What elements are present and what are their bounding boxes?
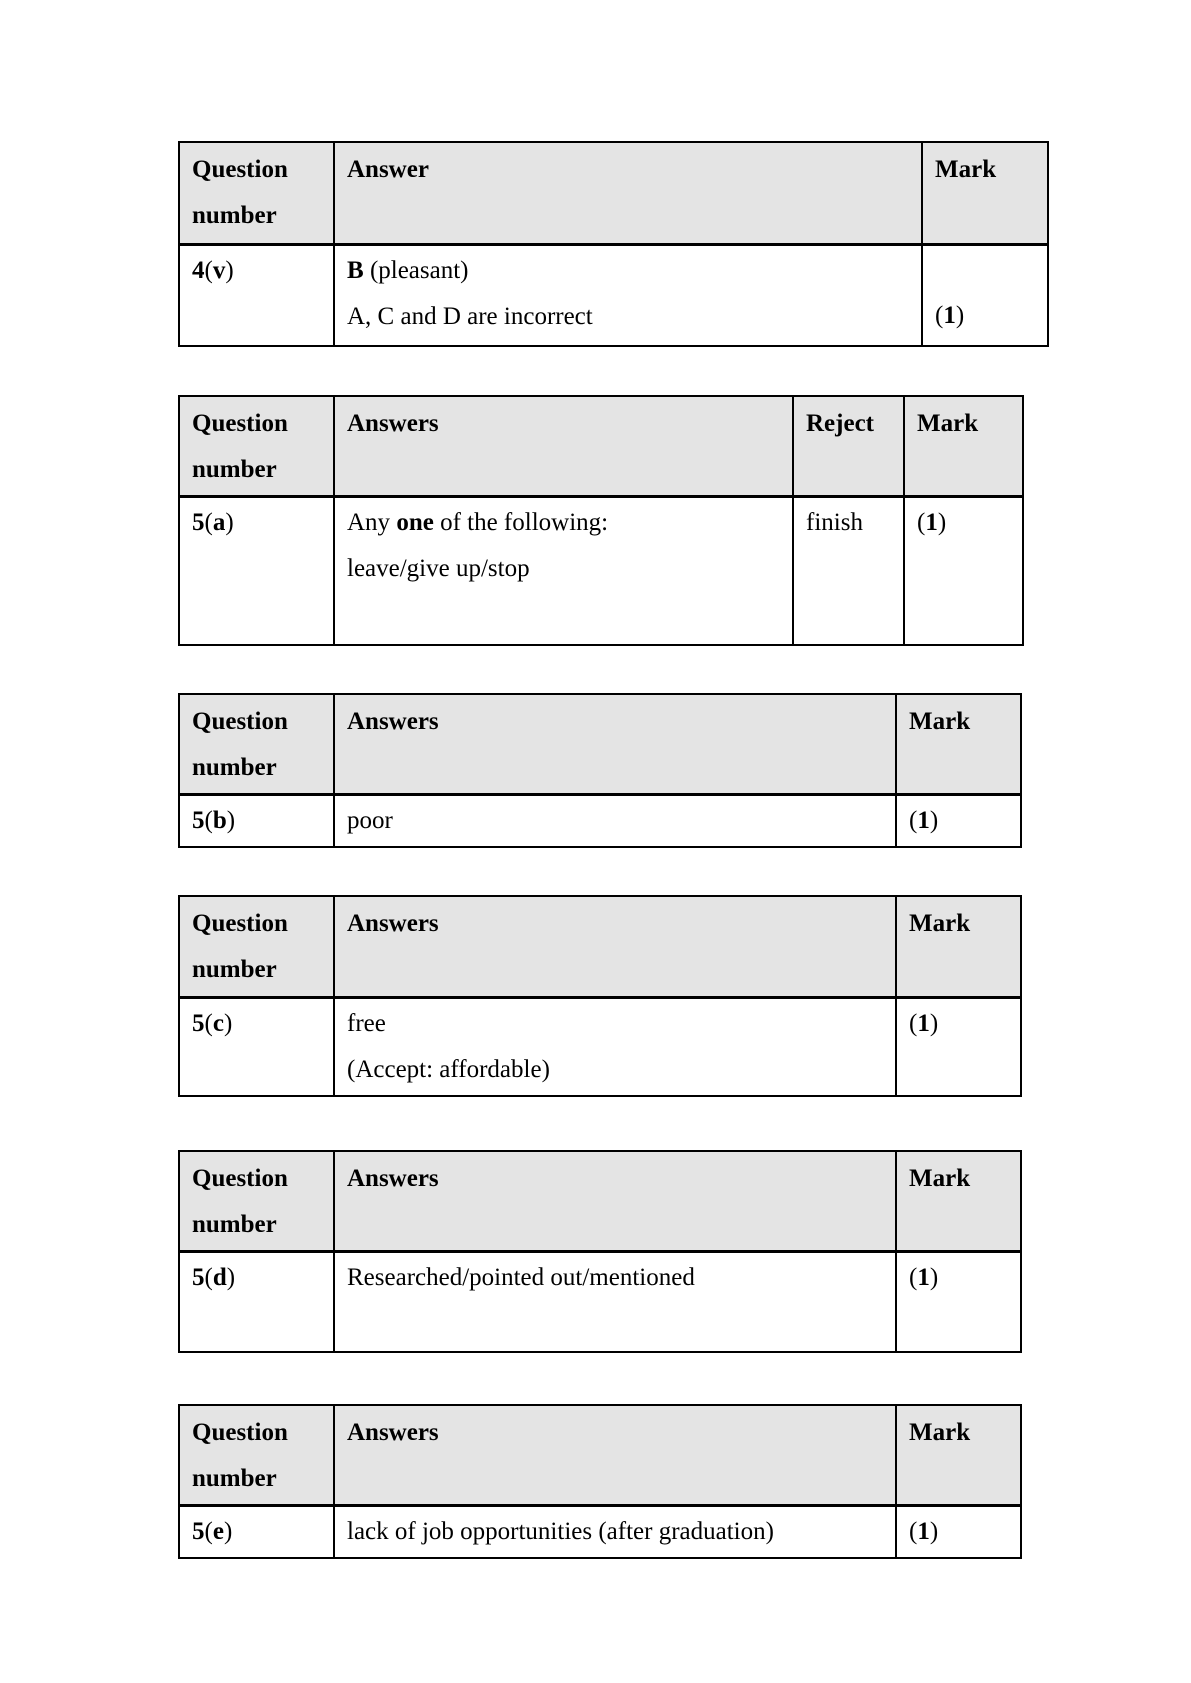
- question-number-cell: 5(d): [179, 1252, 334, 1352]
- answer-cell: B (pleasant) A, C and D are incorrect: [334, 244, 922, 346]
- answer-cell: free (Accept: affordable): [334, 998, 896, 1097]
- header-row: [179, 896, 1021, 998]
- mark-cell: (1): [896, 794, 1021, 847]
- answers-header: Answers: [334, 896, 896, 998]
- answer-row: [179, 1505, 1021, 1558]
- mark-header: Mark: [896, 694, 1021, 795]
- answer-row: [179, 1252, 1021, 1352]
- question-number-header: Question number: [179, 142, 334, 244]
- question-number-header: Question number: [179, 396, 334, 497]
- mark-table-5e: [178, 1404, 1022, 1559]
- answer-row: [179, 244, 1048, 346]
- mark-table-4v: [178, 141, 1049, 347]
- mark-header: Mark: [904, 396, 1023, 497]
- question-number-header: Question number: [179, 1405, 334, 1506]
- mark-header: Mark: [896, 1405, 1021, 1506]
- answer-cell: Researched/pointed out/mentioned: [334, 1252, 896, 1352]
- mark-table-5b: [178, 693, 1022, 848]
- answer-cell: lack of job opportunities (after graduation): [334, 1505, 896, 1558]
- mark-table-5c: [178, 895, 1022, 1098]
- answer-row: [179, 497, 1023, 645]
- header-row: [179, 1151, 1021, 1252]
- mark-cell: (1): [922, 244, 1048, 346]
- mark-header: Mark: [896, 1151, 1021, 1252]
- answers-header: Answers: [334, 1405, 896, 1506]
- reject-cell: finish: [793, 497, 904, 645]
- question-number-cell: 5(b): [179, 794, 334, 847]
- question-number-cell: 5(e): [179, 1505, 334, 1558]
- header-row: [179, 142, 1048, 244]
- mark-cell: (1): [896, 1505, 1021, 1558]
- question-number-header: Question number: [179, 1151, 334, 1252]
- mark-header: Mark: [922, 142, 1048, 244]
- question-number-header: Question number: [179, 694, 334, 795]
- answers-header: Answers: [334, 694, 896, 795]
- answer-header: Answer: [334, 142, 922, 244]
- question-number-cell: 4(v): [179, 244, 334, 346]
- answers-header: Answers: [334, 1151, 896, 1252]
- mark-cell: (1): [904, 497, 1023, 645]
- answer-row: [179, 998, 1021, 1097]
- question-number-header: Question number: [179, 896, 334, 998]
- reject-header: Reject: [793, 396, 904, 497]
- question-number-cell: 5(a): [179, 497, 334, 645]
- answer-cell: Any one of the following: leave/give up/stop: [334, 497, 793, 645]
- header-row: [179, 694, 1021, 795]
- mark-cell: (1): [896, 1252, 1021, 1352]
- mark-cell: (1): [896, 998, 1021, 1097]
- answer-row: [179, 794, 1021, 847]
- mark-table-5a: [178, 395, 1024, 646]
- header-row: [179, 1405, 1021, 1506]
- question-number-cell: 5(c): [179, 998, 334, 1097]
- mark-table-5d: [178, 1150, 1022, 1353]
- answers-header: Answers: [334, 396, 793, 497]
- mark-header: Mark: [896, 896, 1021, 998]
- header-row: [179, 396, 1023, 497]
- answer-cell: poor: [334, 794, 896, 847]
